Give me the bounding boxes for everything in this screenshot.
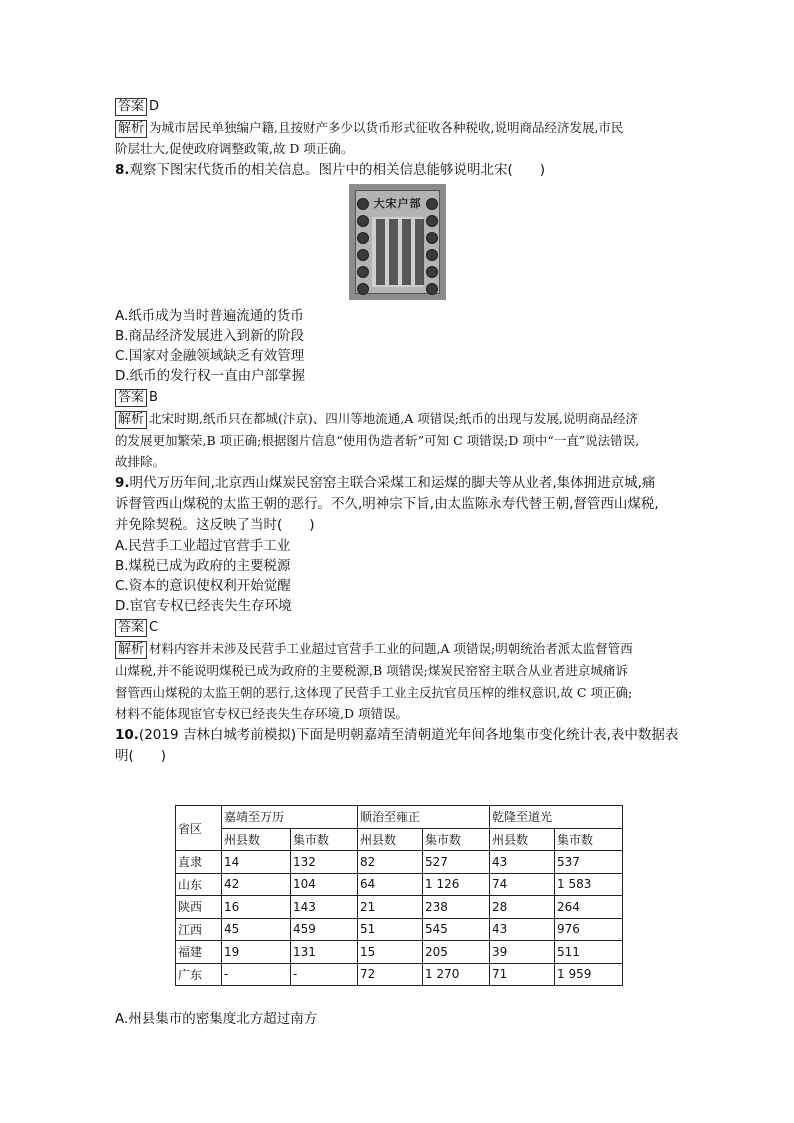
q10-stem-line1 [115,725,678,745]
q9-answer-row [115,618,158,638]
analysis-tag: 解析 [115,411,147,429]
subheader-cell: 集市数 [423,828,490,851]
region-cell: 陕西 [176,896,222,919]
analysis-text: 材料内容并未涉及民营手工业超过官营手工业的问题,A 项错误;明朝统治者派太监督管西 [149,641,633,656]
table-cell: - [291,963,358,986]
banknote-body [372,217,423,287]
q7-answer-row [115,97,159,117]
q9-analysis-line3: 督管西山煤税的太监王朝的恶行,这体现了民营手工业主反抗官员压榨的维权意识,故 C 项正确; [115,685,633,700]
q8-option-d: D.纸币的发行权一直由户部掌握 [115,368,306,384]
answer-value: D [149,99,160,114]
table-header-row [176,806,623,829]
table-cell: 238 [423,896,490,919]
table-cell: 15 [358,941,423,964]
q10-stem-line2: 明( ) [115,748,167,764]
region-cell: 江西 [176,918,222,941]
table-cell: 16 [222,896,291,919]
table-cell: 264 [555,896,623,919]
question-number: 8. [115,162,130,178]
answer-tag: 答案 [115,619,147,637]
table-cell: 19 [222,941,291,964]
region-cell: 福建 [176,941,222,964]
table-row [176,941,623,964]
q9-stem-line1 [115,473,655,493]
table-cell: 1 270 [423,963,490,986]
table-row [176,963,623,986]
q8-analysis-line1 [115,409,638,429]
table-cell: 104 [291,873,358,896]
table-cell: 51 [358,918,423,941]
table-cell: - [222,963,291,986]
table-cell: 64 [358,873,423,896]
q8-stem [115,160,545,180]
table-cell: 45 [222,918,291,941]
table-cell: 131 [291,941,358,964]
table-cell: 39 [490,941,555,964]
table-cell: 459 [291,918,358,941]
period-header: 乾隆至道光 [490,806,623,829]
table-cell: 976 [555,918,623,941]
table-cell: 132 [291,851,358,874]
q8-option-a: A.纸币成为当时普遍流通的货币 [115,308,304,324]
answer-value: B [149,390,158,405]
table-row [176,873,623,896]
coin-column-right [426,195,438,289]
table-cell: 71 [490,963,555,986]
answer-tag: 答案 [115,98,147,116]
subheader-cell: 州县数 [358,828,423,851]
question-number: 10. [115,727,139,743]
table-subheader-row [176,828,623,851]
subheader-cell: 集市数 [291,828,358,851]
q8-option-c: C.国家对金融领域缺乏有效管理 [115,348,305,364]
subheader-cell: 集市数 [555,828,623,851]
table-cell: 72 [358,963,423,986]
coin-column-left [357,195,369,289]
analysis-text: 为城市居民单独编户籍,且按财产多少以货币形式征收各种税收,说明商品经济发展,市民 [149,120,624,135]
question-text: 观察下图宋代货币的相关信息。图片中的相关信息能够说明北宋( ) [129,162,546,178]
table-cell: 28 [490,896,555,919]
question-text: (2019 吉林白城考前模拟)下面是明朝嘉靖至清朝道光年间各地集市变化统计表,表中数据表 [138,727,679,743]
question-number: 9. [115,475,130,491]
analysis-tag: 解析 [115,641,147,659]
song-banknote-image [349,184,446,300]
period-header: 顺治至雍正 [358,806,490,829]
q9-analysis-line1 [115,639,633,659]
q7-analysis-line1 [115,118,623,138]
market-statistics-table [175,805,623,986]
table-cell: 143 [291,896,358,919]
table-cell: 1 583 [555,873,623,896]
q8-analysis-line3: 故排除。 [115,454,166,469]
q9-option-a: A.民营手工业超过官营手工业 [115,538,291,554]
question-text: 明代万历年间,北京西山煤炭民窑窑主联合采煤工和运煤的脚夫等从业者,集体拥进京城,痛 [129,475,656,491]
banknote-title: 大宋户部 [373,197,422,210]
table-cell: 205 [423,941,490,964]
q10-option-a: A.州县集市的密集度北方超过南方 [115,1011,318,1027]
table-cell: 1 959 [555,963,623,986]
analysis-tag: 解析 [115,120,147,138]
q9-option-b: B.煤税已成为政府的主要税源 [115,558,291,574]
q9-analysis-line4: 材料不能体现宦官专权已经丧失生存环境,D 项错误。 [115,706,408,721]
period-header: 嘉靖至万历 [222,806,358,829]
q7-analysis-line2: 阶层壮大,促使政府调整政策,故 D 项正确。 [115,141,354,156]
table-row [176,896,623,919]
table-cell: 21 [358,896,423,919]
analysis-text: 北宋时期,纸币只在都城(汴京)、四川等地流通,A 项错误;纸币的出现与发展,说明商品经济 [149,411,638,426]
table-cell: 43 [490,918,555,941]
region-cell: 山东 [176,873,222,896]
region-cell: 广东 [176,963,222,986]
q8-analysis-line2: 的发展更加繁荣,B 项正确;根据图片信息“使用伪造者斩”可知 C 项错误;D 项中“一直”说法错误, [115,433,640,448]
table-cell: 1 126 [423,873,490,896]
table-corner-header: 省区 [176,806,222,851]
table-row [176,851,623,874]
answer-tag: 答案 [115,389,147,407]
subheader-cell: 州县数 [222,828,291,851]
table-cell: 14 [222,851,291,874]
table-cell: 82 [358,851,423,874]
q9-option-d: D.宦官专权已经丧失生存环境 [115,598,292,614]
q9-option-c: C.资本的意识使权利开始觉醒 [115,578,291,594]
q9-stem-line2: 诉督管西山煤税的太监王朝的恶行。不久,明神宗下旨,由太监陈永寿代替王朝,督管西山煤税, [115,496,659,512]
table-cell: 74 [490,873,555,896]
table-cell: 537 [555,851,623,874]
banknote-frame [355,190,440,294]
answer-value: C [149,620,159,635]
table-row [176,918,623,941]
q9-stem-line3: 并免除契税。这反映了当时( ) [115,517,315,533]
table-cell: 545 [423,918,490,941]
table-cell: 42 [222,873,291,896]
subheader-cell: 州县数 [490,828,555,851]
table-cell: 43 [490,851,555,874]
q8-answer-row [115,388,158,408]
table-cell: 511 [555,941,623,964]
q8-option-b: B.商品经济发展进入到新的阶段 [115,328,305,344]
q9-analysis-line2: 山煤税,并不能说明煤税已成为政府的主要税源,B 项错误;煤炭民窑窑主联合从业者进京城痛诉 [115,663,628,678]
table-cell: 527 [423,851,490,874]
region-cell: 直隶 [176,851,222,874]
